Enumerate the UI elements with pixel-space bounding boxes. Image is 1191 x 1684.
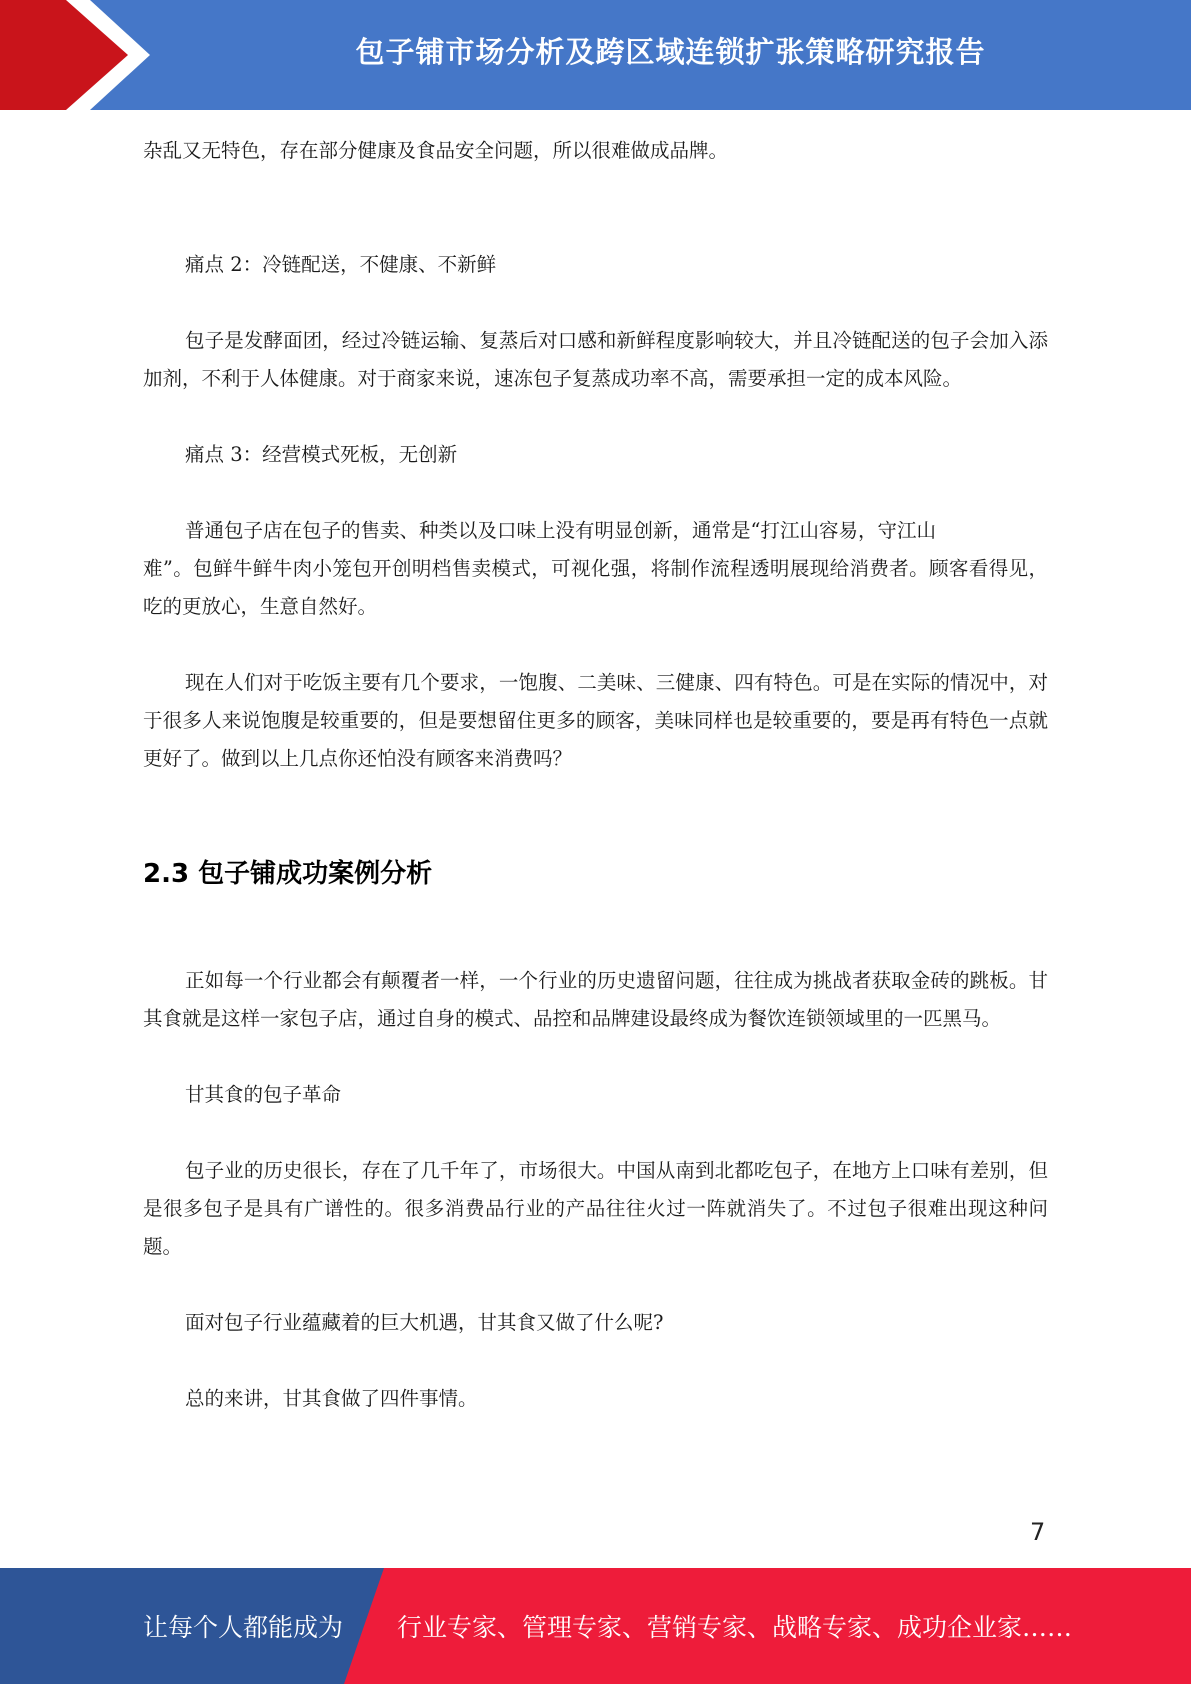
paragraph: 总的来讲，甘其食做了四件事情。 — [185, 1387, 478, 1410]
section-heading: 2.3 包子铺成功案例分析 — [143, 859, 433, 889]
paragraph: 杂乱又无特色，存在部分健康及食品安全问题，所以很难做成品牌。 — [143, 139, 729, 162]
paragraph: 包子是发酵面团，经过冷链运输、复蒸后对口感和新鲜程度影响较大，并且冷链配送的包子会加入添加剂，不利于人体健康。对于商家来说，速冻包子复蒸成功率不高，需要承担一定的成本风险。 — [143, 329, 1048, 390]
report-title: 包子铺市场分析及跨区域连锁扩张策略研究报告 — [355, 34, 986, 69]
paragraph: 现在人们对于吃饭主要有几个要求，一饱腹、二美味、三健康、四有特色。可是在实际的情况中，对于很多人来说饱腹是较重要的，但是要想留住更多的顾客，美味同样也是较重要的，要是再有特色一点就更好了。做到以上几点你还怕没有顾客来消费吗？ — [143, 671, 1048, 770]
page-number: 7 — [1030, 1518, 1046, 1546]
paragraph: 难”。包鲜牛鲜牛肉小笼包开创明档售卖模式，可视化强，将制作流程透明展现给消费者。顾客看得见，吃的更放心，生意自然好。 — [143, 557, 1048, 618]
paragraph-subheading: 甘其食的包子革命 — [185, 1083, 342, 1106]
document-body — [143, 132, 1048, 1418]
paragraph-subheading: 痛点 2：冷链配送，不健康、不新鲜 — [185, 253, 497, 276]
paragraph-line: 普通包子店在包子的售卖、种类以及口味上没有明显创新，通常是“打江山容易，守江山 — [185, 519, 936, 542]
paragraph-subheading: 痛点 3：经营模式死板，无创新 — [185, 443, 458, 466]
paragraph: 包子业的历史很长，存在了几千年了，市场很大。中国从南到北都吃包子，在地方上口味有差别，但是很多包子是具有广谱性的。很多消费品行业的产品往往火过一阵就消失了。不过包子很难出现这种问题。 — [143, 1159, 1048, 1258]
footer-slogan-right: 行业专家、管理专家、营销专家、战略专家、成功企业家…… — [397, 1613, 1073, 1642]
footer-slogan-left: 让每个人都能成为 — [143, 1613, 344, 1642]
paragraph: 正如每一个行业都会有颠覆者一样，一个行业的历史遗留问题，往往成为挑战者获取金砖的跳板。甘其食就是这样一家包子店，通过自身的模式、品控和品牌建设最终成为餐饮连锁领域里的一匹黑马。 — [143, 969, 1048, 1030]
paragraph: 面对包子行业蕴藏着的巨大机遇，甘其食又做了什么呢? — [185, 1311, 664, 1334]
header-banner — [0, 0, 1191, 110]
footer-banner — [0, 1568, 1191, 1684]
